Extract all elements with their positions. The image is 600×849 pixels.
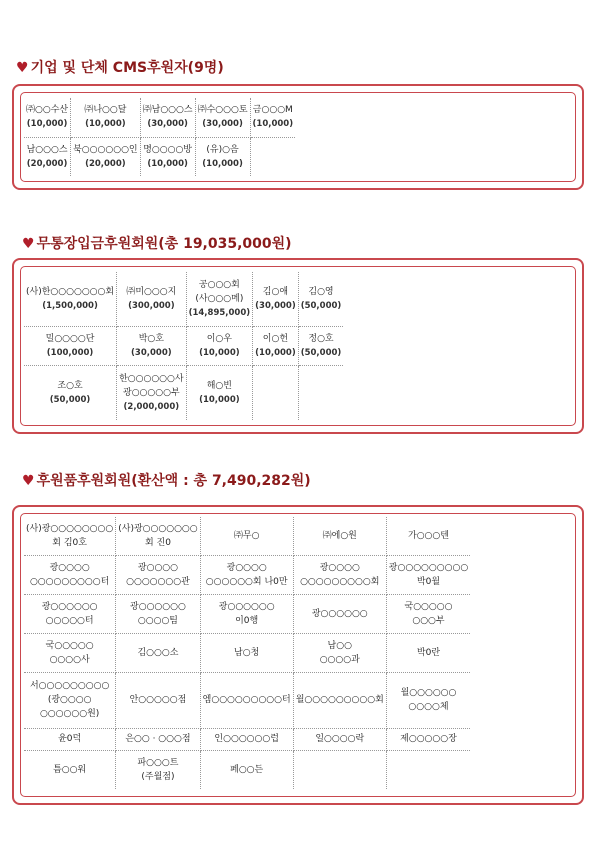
donor-name: 광○○○○ ○○○○○○○○○터 bbox=[29, 562, 110, 587]
donor-name: 김○애 bbox=[262, 287, 289, 298]
donor-name: 남○○ ○○○○과 bbox=[319, 640, 360, 665]
donor-name: 광○○○○○○○○○ 박0월 bbox=[388, 562, 469, 587]
donor-cell bbox=[195, 137, 250, 176]
donor-name: ㈜○○수산 bbox=[26, 105, 69, 116]
donor-amount: (1,500,000) bbox=[42, 301, 98, 312]
donor-cell bbox=[186, 365, 253, 420]
heart-icon: ♥ bbox=[22, 473, 35, 489]
donor-cell bbox=[298, 365, 343, 420]
donor-amount: (10,000) bbox=[26, 119, 68, 130]
donor-amount: (10,000) bbox=[85, 119, 126, 130]
donor-name: 은○○ · ○○○점 bbox=[125, 734, 191, 745]
donor-amount: (30,000) bbox=[255, 301, 296, 312]
table-row bbox=[24, 672, 470, 728]
donor-name: 한○○○○○○사 광○○○○○부 bbox=[119, 373, 184, 398]
table-row bbox=[24, 517, 470, 555]
bank-donor-table bbox=[24, 272, 343, 420]
donor-name: 틈○○워 bbox=[53, 765, 87, 775]
donor-name: ㈜나○○달 bbox=[84, 105, 127, 116]
donor-amount: (30,000) bbox=[147, 119, 188, 130]
donor-cell bbox=[24, 751, 116, 789]
section-title-goods: ♥ 후원품후원회원(환산액 : 총 7,490,282원) bbox=[22, 473, 311, 489]
table-row bbox=[24, 594, 470, 633]
donor-name: 조○호 bbox=[57, 380, 83, 391]
donor-cell bbox=[116, 517, 200, 555]
donor-cell bbox=[117, 365, 187, 420]
donor-cell bbox=[253, 365, 299, 420]
donor-cell bbox=[116, 633, 200, 672]
donor-cell bbox=[71, 137, 141, 176]
heart-icon: ♥ bbox=[22, 236, 35, 252]
donor-cell bbox=[195, 98, 250, 137]
donor-cell bbox=[386, 517, 470, 555]
section-title-cms: ♥ 기업 및 단체 CMS후원자(9명) bbox=[16, 60, 224, 76]
donor-cell bbox=[116, 751, 200, 789]
donor-name: 남○청 bbox=[234, 647, 260, 658]
donor-name: 페○○든 bbox=[230, 765, 264, 775]
donor-amount: (14,895,000) bbox=[188, 308, 251, 319]
donor-name: (사)광○○○○○○○ 회 진0 bbox=[118, 523, 198, 548]
donor-name: 북○○○○○○인 bbox=[73, 144, 138, 155]
donor-cell bbox=[200, 751, 293, 789]
donor-cell bbox=[200, 633, 293, 672]
donor-name: 광○○○○○○ 이0행 bbox=[218, 601, 275, 626]
donor-name: (사)한○○○○○○○회 bbox=[26, 287, 115, 298]
table-row bbox=[24, 365, 343, 420]
donor-name: (사)광○○○○○○○○ 회 김0호 bbox=[26, 523, 114, 548]
donor-name: 이○헌 bbox=[262, 333, 289, 344]
table-row bbox=[24, 751, 470, 789]
donor-name: 광○○○○○○ ○○○○○터 bbox=[41, 601, 98, 626]
table-row bbox=[24, 555, 470, 594]
donor-cell bbox=[71, 98, 141, 137]
donor-amount: (100,000) bbox=[46, 347, 94, 358]
donor-cell bbox=[200, 672, 293, 728]
donor-amount: (10,000) bbox=[252, 119, 294, 130]
donor-name: 엠○○○○○○○○○터 bbox=[202, 695, 291, 706]
donor-cell bbox=[24, 137, 71, 176]
donor-amount: (30,000) bbox=[131, 347, 172, 358]
donor-cell bbox=[24, 98, 71, 137]
donor-name: 박0란 bbox=[416, 647, 441, 658]
donor-cell bbox=[140, 137, 195, 176]
donor-name: 제○○○○○장 bbox=[400, 734, 457, 745]
donor-amount: (10,000) bbox=[202, 158, 243, 169]
donor-name: 이○우 bbox=[206, 333, 232, 344]
donor-name: 광○○○○ ○○○○○○○○○회 bbox=[300, 562, 380, 587]
table-row bbox=[24, 272, 343, 327]
donor-cell bbox=[116, 594, 200, 633]
donor-cell bbox=[386, 751, 470, 789]
donor-amount: (10,000) bbox=[147, 158, 188, 169]
donor-name: ㈜남○○○스 bbox=[142, 105, 193, 116]
donor-name: 가○○○텐 bbox=[408, 530, 449, 541]
donor-name: 윤0덕 bbox=[58, 734, 82, 745]
donor-name: 광○○○○ ○○○○○○○관 bbox=[126, 562, 190, 587]
donor-name: 금○○○M bbox=[252, 105, 293, 116]
donor-amount: (30,000) bbox=[202, 119, 243, 130]
donor-amount: (10,000) bbox=[199, 394, 240, 405]
donor-cell bbox=[24, 517, 116, 555]
donor-name: ㈜수○○○토 bbox=[197, 105, 248, 116]
donor-name: ㈜미○○○지 bbox=[126, 287, 177, 298]
donor-cell bbox=[24, 365, 117, 420]
table-row bbox=[24, 98, 295, 137]
donor-name: 광○○○○ ○○○○○○회 나0만 bbox=[205, 562, 288, 587]
goods-donor-table bbox=[24, 517, 470, 789]
donor-name: 광○○○○○○ ○○○○팀 bbox=[130, 601, 186, 626]
goods-donor-box bbox=[12, 505, 584, 805]
donor-cell bbox=[386, 555, 470, 594]
donor-cell bbox=[116, 555, 200, 594]
donor-cell bbox=[200, 728, 293, 750]
donor-name: 월○○○○○○ ○○○○체 bbox=[400, 688, 457, 713]
donor-name: (유)○음 bbox=[206, 144, 239, 155]
donor-name: 명○○○○방 bbox=[143, 144, 192, 155]
donor-cell bbox=[116, 672, 200, 728]
section-title-bank: ♥ 무통장입금후원회원(총 19,035,000원) bbox=[22, 236, 292, 252]
donor-cell bbox=[298, 327, 343, 366]
donor-cell bbox=[293, 555, 386, 594]
cms-donor-table bbox=[24, 98, 295, 176]
donor-cell bbox=[386, 633, 470, 672]
donor-cell bbox=[293, 672, 386, 728]
donor-name: 서○○○○○○○○○ (광○○○○ ○○○○○○원) bbox=[29, 681, 110, 720]
donor-amount: (50,000) bbox=[49, 394, 91, 405]
donor-name: 김○○○소 bbox=[137, 647, 179, 658]
donor-cell bbox=[200, 594, 293, 633]
donor-cell bbox=[293, 751, 386, 789]
donor-cell bbox=[253, 272, 299, 327]
table-row bbox=[24, 633, 470, 672]
donor-cell bbox=[140, 98, 195, 137]
donor-cell bbox=[116, 728, 200, 750]
donor-cell bbox=[186, 327, 253, 366]
donor-cell bbox=[293, 728, 386, 750]
heart-icon: ♥ bbox=[16, 60, 29, 76]
donor-cell bbox=[117, 272, 187, 327]
donor-amount: (300,000) bbox=[128, 301, 175, 312]
donor-amount: (50,000) bbox=[300, 347, 342, 358]
donor-name: 국○○○○○ ○○○부 bbox=[404, 601, 453, 626]
donor-cell bbox=[24, 594, 116, 633]
donor-name: 광○○○○○○ bbox=[311, 608, 368, 619]
table-row bbox=[24, 728, 470, 750]
donor-cell bbox=[293, 517, 386, 555]
donor-cell bbox=[250, 137, 295, 176]
donor-cell bbox=[24, 728, 116, 750]
donor-cell bbox=[117, 327, 187, 366]
donor-name: 김○영 bbox=[308, 287, 334, 298]
donor-name: 안○○○○○점 bbox=[129, 695, 187, 706]
donor-name: 남○○○스 bbox=[26, 144, 68, 155]
donor-name: 인○○○○○○럽 bbox=[214, 734, 279, 745]
donor-cell bbox=[24, 672, 116, 728]
bank-donor-box bbox=[12, 258, 584, 434]
donor-amount: (20,000) bbox=[85, 158, 126, 169]
donor-cell bbox=[24, 272, 117, 327]
donor-cell bbox=[386, 672, 470, 728]
donor-cell bbox=[253, 327, 299, 366]
donor-name: 일○○○○락 bbox=[315, 734, 365, 745]
donor-cell bbox=[386, 728, 470, 750]
donor-cell bbox=[186, 272, 253, 327]
donor-cell bbox=[24, 327, 117, 366]
donor-cell bbox=[200, 555, 293, 594]
donor-amount: (50,000) bbox=[300, 301, 342, 312]
donor-cell bbox=[24, 633, 116, 672]
donor-name: ㈜무○ bbox=[233, 530, 260, 541]
table-row bbox=[24, 137, 295, 176]
donor-cell bbox=[24, 555, 116, 594]
donor-name: 밀○○○○단 bbox=[45, 333, 95, 344]
donor-name: 파○○○트 (주월점) bbox=[137, 758, 179, 782]
donor-amount: (10,000) bbox=[199, 347, 240, 358]
donor-name: 해○빈 bbox=[206, 380, 232, 391]
donor-name: 박○호 bbox=[138, 333, 164, 344]
donor-cell bbox=[250, 98, 295, 137]
donor-name: 국○○○○○ ○○○○사 bbox=[45, 640, 94, 665]
donor-cell bbox=[293, 633, 386, 672]
table-row bbox=[24, 327, 343, 366]
donor-cell bbox=[293, 594, 386, 633]
donor-name: 공○○○회 (사○○○메) bbox=[195, 280, 244, 305]
cms-donor-box bbox=[12, 84, 584, 190]
donor-amount: (2,000,000) bbox=[123, 401, 180, 412]
donor-amount: (20,000) bbox=[26, 158, 68, 169]
donor-cell bbox=[298, 272, 343, 327]
donor-name: 월○○○○○○○○○회 bbox=[295, 695, 384, 706]
donor-amount: (10,000) bbox=[255, 347, 296, 358]
donor-cell bbox=[200, 517, 293, 555]
donor-name: ㈜에○원 bbox=[322, 530, 357, 541]
donor-cell bbox=[386, 594, 470, 633]
donor-name: 정○호 bbox=[308, 333, 334, 344]
